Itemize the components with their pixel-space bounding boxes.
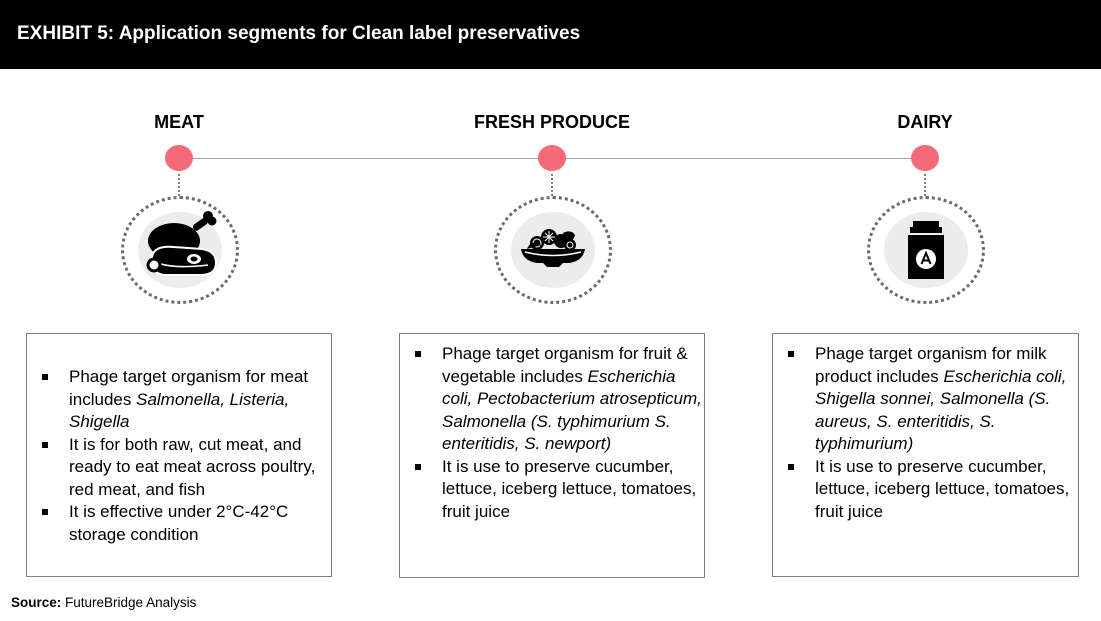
bullet-dairy-1: Phage target organism for milk product includes Escherichia coli, Shigella sonnei, Salmonella (S. aureus, S. enteritidis, S. typhimurium)	[773, 343, 1078, 456]
connector-fresh-produce	[551, 174, 553, 196]
icon-ring-meat	[121, 196, 239, 304]
source-note: Source: FutureBridge Analysis	[11, 595, 197, 610]
bullet-dairy-2: It is use to preserve cucumber, lettuce, iceberg lettuce, tomatoes, fruit juice	[773, 456, 1078, 524]
bullet-list-meat	[27, 366, 331, 546]
bullet-meat-2: It is for both raw, cut meat, and ready to eat meat across poultry, red meat, and fish	[27, 434, 331, 502]
milk-carton-icon	[870, 199, 982, 301]
bullet-list-fresh-produce	[400, 343, 704, 523]
segment-title-dairy: DAIRY	[897, 112, 953, 132]
page-title: EXHIBIT 5: Application segments for Clean label preservatives	[17, 23, 581, 44]
info-box-fresh-produce	[399, 333, 705, 578]
header-bar	[0, 0, 1101, 69]
timeline-node-dairy	[911, 145, 939, 171]
meat-icon	[124, 199, 236, 301]
bullet-meat-1: Phage target organism for meat includes Salmonella, Listeria, Shigella	[27, 366, 331, 434]
connector-meat	[178, 174, 180, 196]
icon-ring-fresh-produce	[494, 196, 612, 304]
bullet-meat-3: It is effective under 2°C-42°C storage condition	[27, 501, 331, 546]
bullet-list-dairy	[773, 343, 1078, 523]
info-box-dairy	[772, 333, 1079, 577]
salad-bowl-icon	[497, 199, 609, 301]
icon-ring-dairy	[867, 196, 985, 304]
timeline-node-meat	[165, 145, 193, 171]
bullet-fresh-produce-1: Phage target organism for fruit & vegetable includes Escherichia coli, Pectobacterium atrosepticum, Salmonella (S. typhimurium S. enteritidis, S. newport)	[400, 343, 704, 456]
connector-dairy	[924, 174, 926, 196]
bullet-fresh-produce-2: It is use to preserve cucumber, lettuce, iceberg lettuce, tomatoes, fruit juice	[400, 456, 704, 524]
segment-title-fresh-produce: FRESH PRODUCE	[473, 112, 630, 132]
info-box-meat	[26, 333, 332, 577]
timeline-node-fresh-produce	[538, 145, 566, 171]
segment-title-meat: MEAT	[154, 112, 204, 132]
